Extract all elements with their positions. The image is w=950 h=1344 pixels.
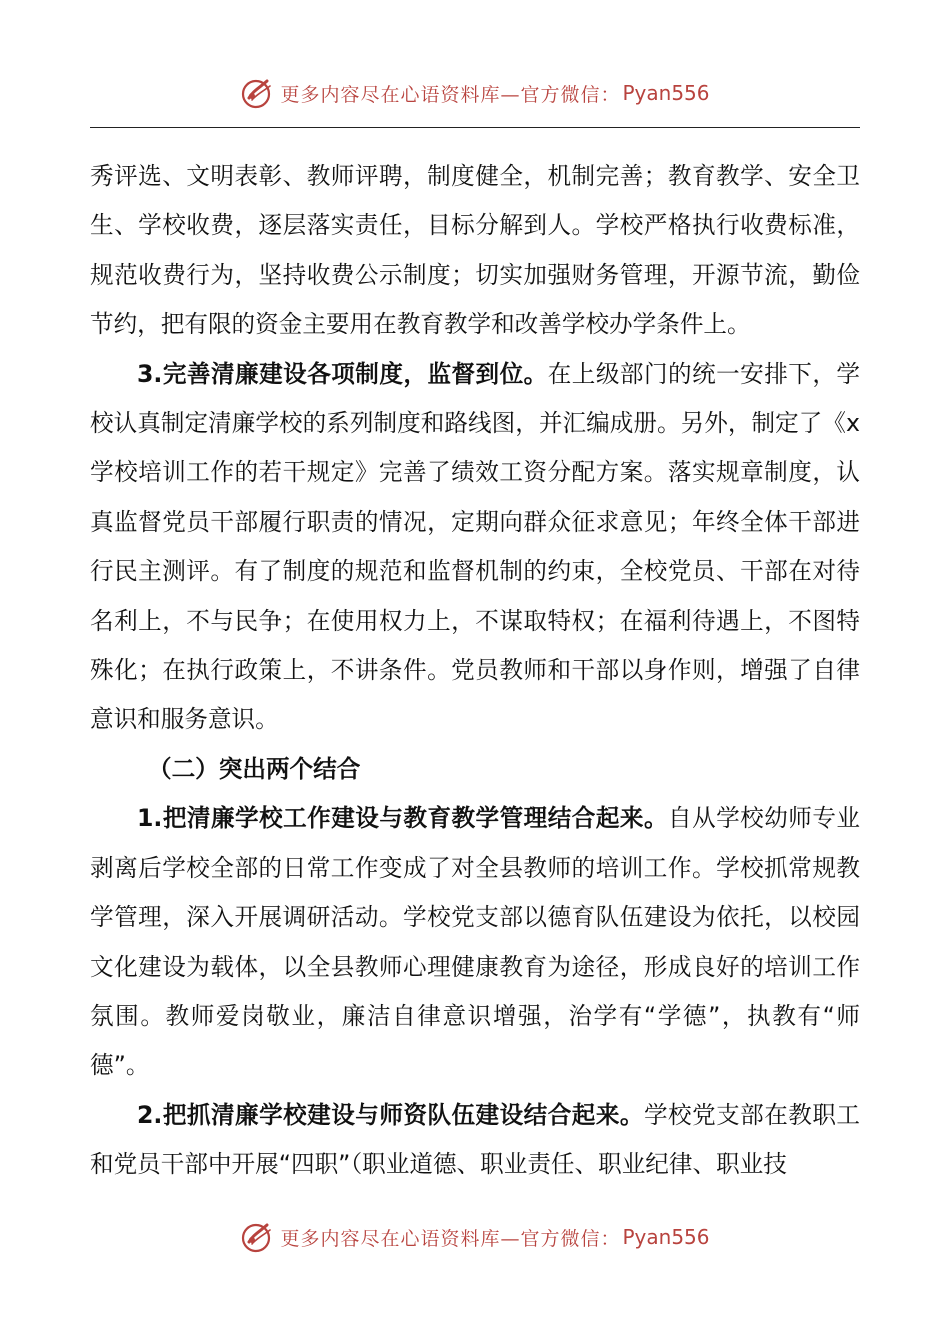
- section-heading: （二）突出两个结合: [148, 754, 361, 783]
- paragraph-content: 自从学校幼师专业剥离后学校全部的日常工作变成了对全县教师的培训工作。学校抓常规教学管理，深入开展调研活动。学校党支部以德育队伍建设为依托，以校园文化建设为载体，以全县教师心理健康教育为途径，形成良好的培训工作氛围。教师爱岗敬业，廉洁自律意识增强，治学有“学德”，执教有“师德”。: [90, 804, 860, 1080]
- paragraph-content: 在上级部门的统一安排下，学校认真制定清廉学校的系列制度和路线图，并汇编成册。另外，制定了《x 学校培训工作的若干规定》完善了绩效工资分配方案。落实规章制度，认真监督党员干部履行职责的情况，定期向群众征求意见；年终全体干部进行民主测评。有了制度的规范和监督机制的约束，全校党员、干部在对待名利上，不与民争；在使用权力上，不谋取特权；在福利待遇上，不图特殊化；在执行政策上，不讲条件。党员教师和干部以身作则，增强了自律意识和服务意识。: [90, 359, 860, 734]
- paragraph-system-building: [90, 350, 860, 745]
- paragraph-staff-building: [90, 1091, 860, 1190]
- header-watermark: [0, 71, 950, 115]
- watermark-wechat-id: Pyan556: [622, 81, 710, 105]
- watermark-text: 更多内容尽在心语资料库—官方微信：: [280, 1227, 621, 1250]
- paragraph-lead-heading: 2.把抓清廉学校建设与师资队伍建设结合起来。: [137, 1100, 644, 1129]
- watermark-wechat-id: Pyan556: [622, 1225, 710, 1249]
- brush-logo-icon: [240, 76, 274, 110]
- paragraph-teaching-management: [90, 794, 860, 1090]
- header-divider: [90, 127, 860, 128]
- document-body: [90, 152, 860, 1190]
- paragraph-lead-heading: 1.把清廉学校工作建设与教育教学管理结合起来。: [137, 804, 669, 833]
- brush-logo-icon: [240, 1220, 274, 1254]
- paragraph-continued: 秀评选、文明表彰、教师评聘，制度健全，机制完善；教育教学、安全卫生、学校收费，逐层落实责任，目标分解到人。学校严格执行收费标准，规范收费行为，坚持收费公示制度；切实加强财务管理，开源节流，勤俭节约，把有限的资金主要用在教育教学和改善学校办学条件上。: [90, 162, 860, 339]
- paragraph-lead-heading: 3.完善清廉建设各项制度，监督到位。: [137, 359, 548, 388]
- paragraph-content: 学校党支部在教职工和党员干部中开展“四职”（职业道德、职业责任、职业纪律、职业技: [90, 1100, 860, 1179]
- footer-watermark: [0, 1215, 950, 1259]
- watermark-text: 更多内容尽在心语资料库—官方微信：: [280, 83, 621, 106]
